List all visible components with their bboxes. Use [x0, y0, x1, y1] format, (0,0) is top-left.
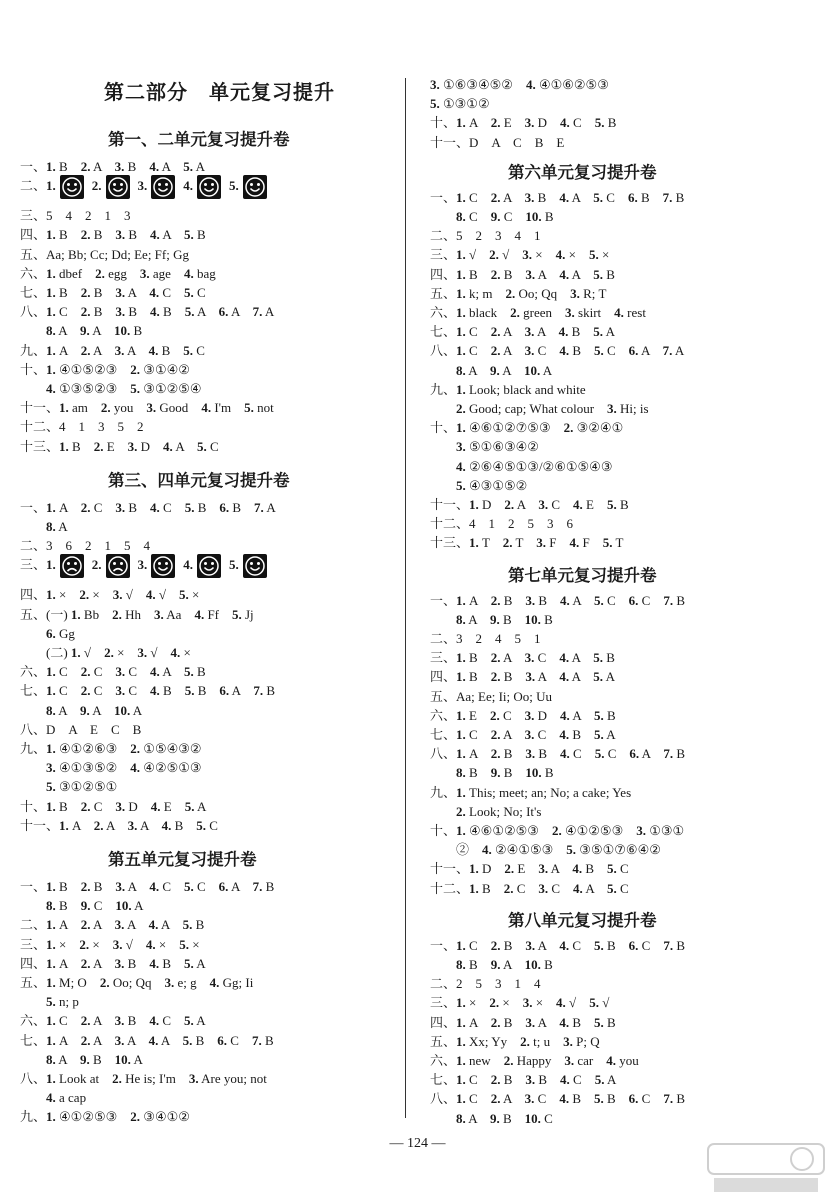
- answer-line: 8. B 9. A 10. B: [456, 957, 553, 972]
- section-title: 第一、二单元复习提升卷: [108, 130, 290, 149]
- face-number: 5.: [229, 557, 239, 573]
- answer-line: 四、1. B 2. B 3. A 4. A 5. A: [430, 669, 615, 685]
- answer-line: 九、1. This; meet; an; No; a cake; Yes: [430, 784, 632, 800]
- part-title: 第二部分 单元复习提升: [104, 80, 335, 104]
- answer-line: 九、1. ④①②⑤③ 2. ③④①②: [20, 1109, 190, 1125]
- answer-line: 十一、D A C B E: [430, 134, 565, 150]
- answer-line: 一、1. A 2. B 3. B 4. A 5. C 6. C 7. B: [430, 592, 686, 608]
- answer-line: 一、1. A 2. C 3. B 4. C 5. B 6. B 7. A: [20, 499, 276, 515]
- answer-line: 三、1. × 2. × 3. × 4. √ 5. √: [430, 995, 610, 1011]
- answer-line: 五、Aa; Ee; Ii; Oo; Uu: [430, 688, 553, 704]
- page-number: — 124 —: [389, 1136, 446, 1151]
- answer-line: 六、1. E 2. C 3. D 4. A 5. B: [430, 707, 616, 723]
- answer-line: 二、2 5 3 1 4: [430, 976, 541, 992]
- smiley-face-icon: [197, 554, 221, 578]
- answer-line: 十、1. B 2. C 3. D 4. E 5. A: [20, 798, 207, 814]
- answer-line: 二、3 2 4 5 1: [430, 631, 541, 646]
- answer-line: 六、1. dbef 2. egg 3. age 4. bag: [20, 265, 216, 281]
- smiley-face-icon: [151, 554, 175, 578]
- answer-line: 四、1. × 2. × 3. √ 4. √ 5. ×: [20, 587, 200, 603]
- answer-line: 七、1. B 2. B 3. A 4. C 5. C: [20, 285, 206, 300]
- face-number: 5.: [229, 178, 239, 194]
- answer-line: 五、1. k; m 2. Oo; Qq 3. R; T: [430, 285, 607, 301]
- answer-line: 六、1. black 2. green 3. skirt 4. rest: [430, 305, 646, 320]
- answer-line: 十一、1. am 2. you 3. Good 4. I'm 5. not: [20, 400, 274, 416]
- sad-face-icon: [60, 554, 84, 578]
- answer-line: 5. ①③①②: [430, 96, 490, 112]
- answer-line: 四、1. B 2. B 3. A 4. A 5. B: [430, 266, 615, 282]
- face-number: 4.: [183, 178, 194, 194]
- answer-line: 3. ⑤①⑥③④②: [456, 439, 539, 455]
- section-title: 第六单元复习提升卷: [508, 162, 657, 182]
- answer-line: 十、1. ④⑥①②⑦⑤③ 2. ③②④①: [430, 420, 624, 436]
- answer-line: 六、1. C 2. C 3. C 4. A 5. B: [20, 664, 206, 680]
- section-title: 第三、四单元复习提升卷: [108, 470, 290, 490]
- answer-line: 十二、4 1 2 5 3 6: [430, 516, 574, 532]
- answer-line: 3. ④①③⑤② 4. ④②⑤①③: [46, 760, 202, 776]
- answer-line: 十三、1. B 2. E 3. D 4. A 5. C: [20, 438, 219, 454]
- answer-line: 一、1. B 2. A 3. B 4. A 5. A: [20, 159, 205, 174]
- answer-line: 8. A: [46, 519, 68, 534]
- answer-line: 四、1. A 2. A 3. B 4. B 5. A: [20, 955, 206, 971]
- answer-line: 十二、1. B 2. C 3. C 4. A 5. C: [430, 880, 629, 896]
- answer-line: 8. A 9. A 10. A: [46, 702, 143, 718]
- face-question-label: 三、: [20, 557, 47, 573]
- answer-line: 6. Gg: [46, 625, 75, 641]
- face-number: 2.: [91, 178, 102, 194]
- face-number: 2.: [91, 557, 102, 573]
- answer-line: 五、1. Xx; Yy 2. t; u 3. P; Q: [430, 1033, 600, 1049]
- answer-line: 8. A 9. A 10. A: [456, 362, 553, 378]
- answer-line: 五、(一) 1. Bb 2. Hh 3. Aa 4. Ff 5. Jj: [20, 606, 254, 622]
- answer-line: 8. A 9. A 10. B: [46, 323, 143, 339]
- answer-line: 三、1. √ 2. √ 3. × 4. × 5. ×: [430, 247, 610, 263]
- answer-line: 十一、1. D 2. E 3. A 4. B 5. C: [430, 861, 629, 877]
- smiley-face-icon: [60, 175, 84, 199]
- answer-line: 八、1. A 2. B 3. B 4. C 5. C 6. A 7. B: [430, 746, 686, 762]
- answer-line: 八、1. Look at 2. He is; I'm 3. Are you; not: [20, 1071, 267, 1086]
- answer-line: 二、5 2 3 4 1: [430, 228, 541, 244]
- face-number: 1.: [46, 178, 56, 194]
- answer-line: 八、1. C 2. A 3. C 4. B 5. B 6. C 7. B: [430, 1091, 686, 1107]
- answer-line: ② 4. ②④①⑤③ 5. ③⑤①⑦⑥④②: [430, 842, 661, 858]
- answer-line: 5. n; p: [46, 994, 79, 1010]
- section-title: 第五单元复习提升卷: [108, 850, 257, 869]
- answer-line: 七、1. C 2. B 3. B 4. C 5. A: [430, 1072, 617, 1088]
- answer-line: 二、3 6 2 1 5 4: [20, 538, 151, 554]
- face-number: 3.: [137, 178, 148, 194]
- answer-line: 六、1. new 2. Happy 3. car 4. you: [430, 1053, 639, 1068]
- answer-line: 5. ④③①⑤②: [456, 477, 528, 493]
- answer-line: (二) 1. √ 2. × 3. √ 4. ×: [20, 645, 191, 660]
- answer-line: 七、1. C 2. C 3. C 4. B 5. B 6. A 7. B: [20, 683, 276, 699]
- answer-line: 8. A 9. B 10. C: [456, 1110, 553, 1126]
- answer-line: 八、1. C 2. B 3. B 4. B 5. A 6. A 7. A: [20, 304, 275, 320]
- answer-line: 八、1. C 2. A 3. C 4. B 5. C 6. A 7. A: [430, 343, 685, 359]
- smiley-face-icon: [243, 554, 267, 578]
- answer-line: 三、1. B 2. A 3. C 4. A 5. B: [430, 650, 615, 666]
- answer-line: 五、Aa; Bb; Cc; Dd; Ee; Ff; Gg: [20, 246, 189, 262]
- answer-line: 一、1. B 2. B 3. A 4. C 5. C 6. A 7. B: [20, 879, 275, 894]
- answer-line: 4. ①③⑤②③ 5. ③①②⑤④: [46, 381, 202, 396]
- answer-line: 2. Good; cap; What colour 3. Hi; is: [456, 401, 649, 416]
- answer-line: 七、1. C 2. A 3. A 4. B 5. A: [430, 324, 615, 340]
- answer-line: 九、1. Look; black and white: [430, 381, 586, 397]
- answer-line: 十三、1. T 2. T 3. F 4. F 5. T: [430, 535, 624, 551]
- answer-line: 5. ③①②⑤①: [46, 779, 118, 795]
- answer-line: 三、1. × 2. × 3. √ 4. × 5. ×: [20, 936, 200, 952]
- smiley-face-icon: [197, 175, 221, 199]
- smiley-face-icon: [151, 175, 175, 199]
- watermark-logo-icon: [706, 1140, 826, 1196]
- answer-line: 十、1. ④⑥①②⑤③ 2. ④①②⑤③ 3. ①③①: [430, 823, 685, 838]
- answer-line: 十一、1. A 2. A 3. A 4. B 5. C: [20, 817, 218, 833]
- answer-line: 2. Look; No; It's: [456, 803, 542, 819]
- face-question-label: 二、: [20, 178, 47, 194]
- answer-line: 四、1. B 2. B 3. B 4. A 5. B: [20, 227, 206, 243]
- face-number: 3.: [137, 557, 148, 573]
- answer-line: 五、1. M; O 2. Oo; Qq 3. e; g 4. Gg; Ii: [20, 975, 254, 990]
- sad-face-icon: [106, 554, 130, 578]
- answer-line: [20, 552, 275, 578]
- section-title: 第七单元复习提升卷: [508, 565, 657, 585]
- answer-line: 八、D A E C B: [20, 721, 142, 737]
- answer-line: 九、1. A 2. A 3. A 4. B 5. C: [20, 342, 205, 358]
- answer-line: 一、1. C 2. B 3. A 4. C 5. B 6. C 7. B: [430, 937, 686, 953]
- answer-line: 七、1. A 2. A 3. A 4. A 5. B 6. C 7. B: [20, 1032, 274, 1048]
- face-number: 4.: [183, 557, 194, 573]
- answer-line: 8. B 9. B 10. B: [456, 765, 554, 781]
- column-divider: [405, 78, 406, 1118]
- answer-line: 七、1. C 2. A 3. C 4. B 5. A: [430, 727, 616, 742]
- answer-line: 四、1. A 2. B 3. A 4. B 5. B: [430, 1014, 616, 1030]
- answer-line: [20, 173, 275, 199]
- answer-line: 二、1. A 2. A 3. A 4. A 5. B: [20, 917, 205, 933]
- section-title: 第八单元复习提升卷: [508, 910, 657, 930]
- answer-line: 十、1. ④①⑤②③ 2. ③①④②: [20, 361, 190, 377]
- answer-line: 十一、1. D 2. A 3. C 4. E 5. B: [430, 497, 629, 512]
- answer-line: 六、1. C 2. A 3. B 4. C 5. A: [20, 1013, 206, 1029]
- face-number: 1.: [46, 557, 56, 573]
- answer-line: 4. a cap: [46, 1090, 87, 1106]
- answer-line: 8. C 9. C 10. B: [456, 209, 554, 224]
- answer-line: 九、1. ④①②⑥③ 2. ①⑤④③②: [20, 741, 202, 756]
- smiley-face-icon: [106, 175, 130, 199]
- answer-line: 3. ①⑥③④⑤② 4. ④①⑥②⑤③: [430, 77, 609, 92]
- answer-line: 三、5 4 2 1 3: [20, 208, 131, 224]
- answer-line: 一、1. C 2. A 3. B 4. A 5. C 6. B 7. B: [430, 189, 685, 205]
- answer-line: 4. ②⑥④⑤①③/②⑥①⑤④③: [456, 458, 613, 474]
- answer-line: 8. A 9. B 10. B: [456, 611, 553, 627]
- answer-line: 十二、4 1 3 5 2: [20, 419, 144, 435]
- answer-line: 十、1. A 2. E 3. D 4. C 5. B: [430, 115, 617, 131]
- answer-line: 8. B 9. C 10. A: [46, 898, 144, 914]
- smiley-face-icon: [243, 175, 267, 199]
- answer-line: 8. A 9. B 10. A: [46, 1051, 143, 1067]
